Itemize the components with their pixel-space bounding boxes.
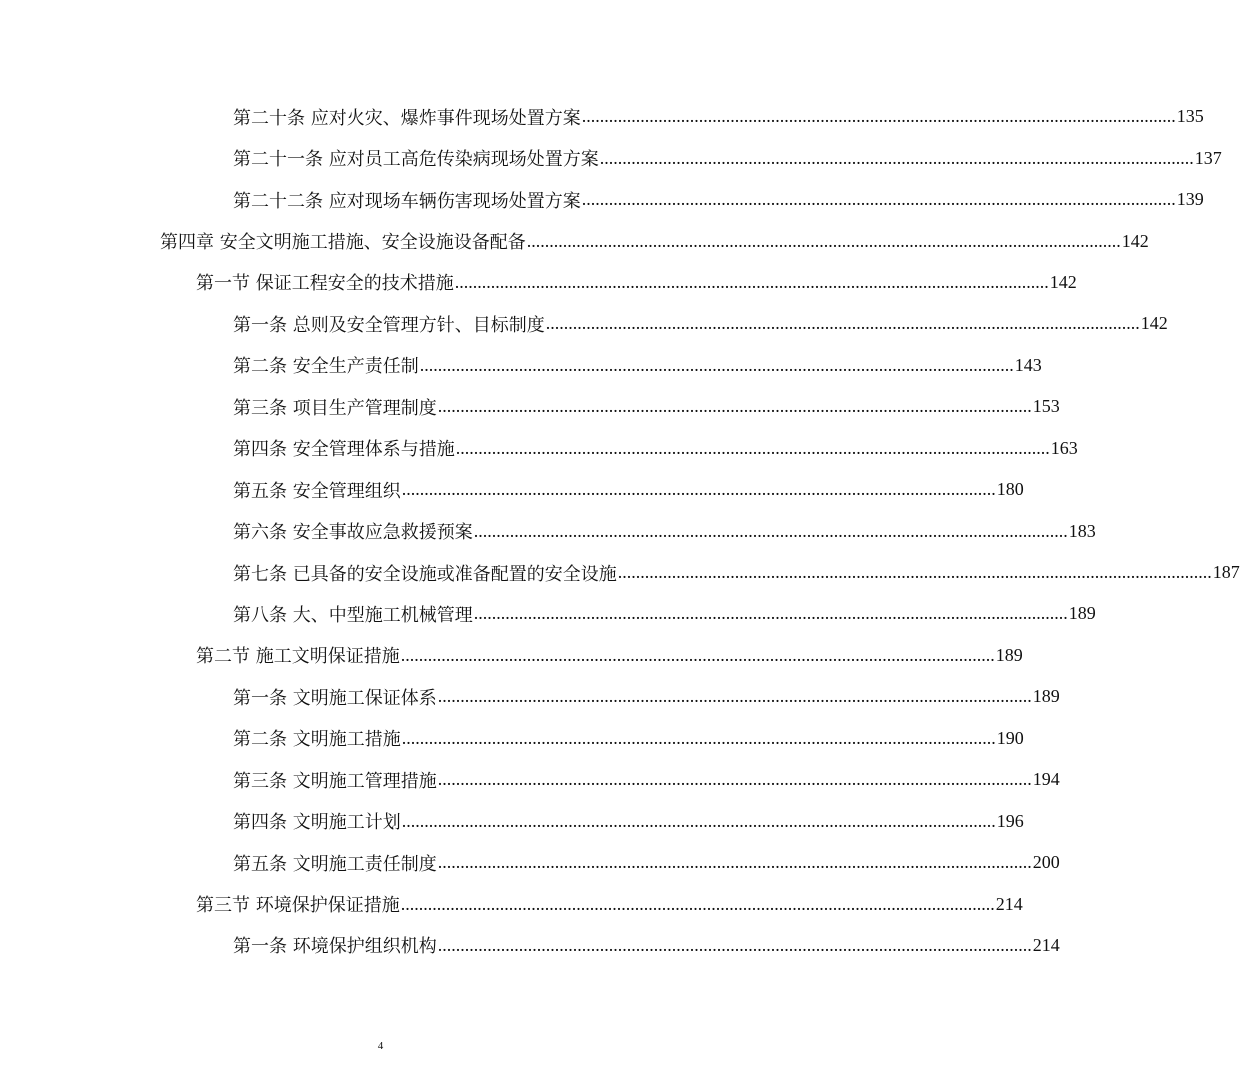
toc-entry-page: 142 — [1049, 271, 1077, 292]
toc-entry-title: 第一条 总则及安全管理方针、目标制度 — [233, 314, 545, 336]
toc-entry-title: 第六条 安全事故应急救援预案 — [233, 522, 473, 544]
dot-leader — [402, 479, 996, 500]
toc-entry[interactable] — [233, 842, 1060, 883]
dot-leader — [401, 894, 995, 915]
toc-entry-page: 142 — [1121, 230, 1149, 251]
toc-entry-page: 153 — [1032, 396, 1060, 417]
dot-leader — [474, 521, 1068, 542]
toc-entry-title: 第一节 保证工程安全的技术措施 — [196, 273, 454, 295]
toc-entry-title: 第四条 安全管理体系与措施 — [233, 439, 455, 461]
toc-entry-page: 189 — [1032, 686, 1060, 707]
toc-entry-page: 214 — [1032, 934, 1060, 955]
dot-leader — [401, 645, 995, 666]
toc-entry-title: 第三条 项目生产管理制度 — [233, 397, 437, 419]
toc-entry-title: 第七条 已具备的安全设施或准备配置的安全设施 — [233, 563, 617, 585]
toc-entry[interactable] — [233, 345, 1042, 386]
toc-entry-title: 第二十一条 应对员工高危传染病现场处置方案 — [233, 149, 599, 171]
toc-entry-page: 142 — [1140, 313, 1168, 334]
toc-entry-page: 143 — [1014, 354, 1042, 375]
toc-entry-title: 第五条 安全管理组织 — [233, 480, 401, 502]
toc-entry[interactable] — [233, 676, 1060, 717]
toc-entry[interactable] — [233, 759, 1060, 800]
toc-entry-title: 第四条 文明施工计划 — [233, 812, 401, 834]
dot-leader — [582, 106, 1176, 127]
toc-entry-page: 137 — [1194, 147, 1222, 168]
toc-entry[interactable] — [233, 925, 1060, 966]
toc-entry-title: 第三节 环境保护保证措施 — [196, 895, 400, 917]
toc-entry-page: 189 — [1068, 603, 1096, 624]
toc-entry[interactable] — [233, 386, 1060, 427]
toc-entry-title: 第二条 安全生产责任制 — [233, 356, 419, 378]
toc-entry-page: 196 — [996, 810, 1024, 831]
toc-entry-title: 第二条 文明施工措施 — [233, 729, 401, 751]
toc-entry[interactable] — [233, 137, 1222, 178]
dot-leader — [438, 769, 1032, 790]
toc-entry-title: 第三条 文明施工管理措施 — [233, 770, 437, 792]
toc-entry[interactable] — [233, 552, 1240, 593]
dot-leader — [527, 231, 1121, 252]
toc-entry[interactable] — [233, 179, 1204, 220]
toc-entry[interactable] — [233, 428, 1078, 469]
dot-leader — [456, 438, 1050, 459]
toc-entry[interactable] — [196, 883, 1023, 924]
dot-leader — [438, 852, 1032, 873]
dot-leader — [474, 603, 1068, 624]
dot-leader — [438, 935, 1032, 956]
toc-entry-title: 第一条 环境保护组织机构 — [233, 936, 437, 958]
toc-entry-page: 194 — [1032, 769, 1060, 790]
dot-leader — [420, 355, 1014, 376]
toc-entry[interactable] — [233, 800, 1024, 841]
toc-entry[interactable] — [196, 262, 1077, 303]
table-of-contents — [0, 96, 1240, 966]
toc-entry-page: 183 — [1068, 520, 1096, 541]
toc-entry-title: 第二十条 应对火灾、爆炸事件现场处置方案 — [233, 107, 581, 129]
toc-entry-page: 200 — [1032, 852, 1060, 873]
toc-entry[interactable] — [233, 469, 1024, 510]
toc-entry[interactable] — [233, 96, 1204, 137]
toc-entry-page: 187 — [1212, 562, 1240, 583]
toc-entry-page: 214 — [995, 893, 1023, 914]
toc-entry-title: 第二十二条 应对现场车辆伤害现场处置方案 — [233, 190, 581, 212]
toc-entry[interactable] — [196, 635, 1023, 676]
dot-leader — [438, 396, 1032, 417]
toc-entry-title: 第二节 施工文明保证措施 — [196, 646, 400, 668]
page-number: 4 — [377, 1040, 384, 1052]
dot-leader — [618, 562, 1212, 583]
toc-entry-page: 180 — [996, 479, 1024, 500]
toc-entry-title: 第四章 安全文明施工措施、安全设施设备配备 — [160, 232, 526, 254]
dot-leader — [402, 811, 996, 832]
dot-leader — [438, 686, 1032, 707]
toc-entry[interactable] — [233, 510, 1096, 551]
toc-entry-page: 139 — [1176, 189, 1204, 210]
dot-leader — [600, 148, 1194, 169]
dot-leader — [582, 189, 1176, 210]
toc-entry-title: 第一条 文明施工保证体系 — [233, 687, 437, 709]
toc-entry-title: 第八条 大、中型施工机械管理 — [233, 604, 473, 626]
toc-entry-page: 189 — [995, 644, 1023, 665]
toc-entry[interactable] — [233, 303, 1168, 344]
dot-leader — [546, 313, 1140, 334]
toc-entry[interactable] — [233, 593, 1096, 634]
toc-entry-title: 第五条 文明施工责任制度 — [233, 853, 437, 875]
toc-entry-page: 163 — [1050, 437, 1078, 458]
toc-entry-page: 135 — [1176, 106, 1204, 127]
dot-leader — [455, 272, 1049, 293]
toc-entry-page: 190 — [996, 727, 1024, 748]
toc-entry[interactable] — [233, 718, 1024, 759]
toc-entry[interactable] — [160, 220, 1149, 261]
dot-leader — [402, 728, 996, 749]
